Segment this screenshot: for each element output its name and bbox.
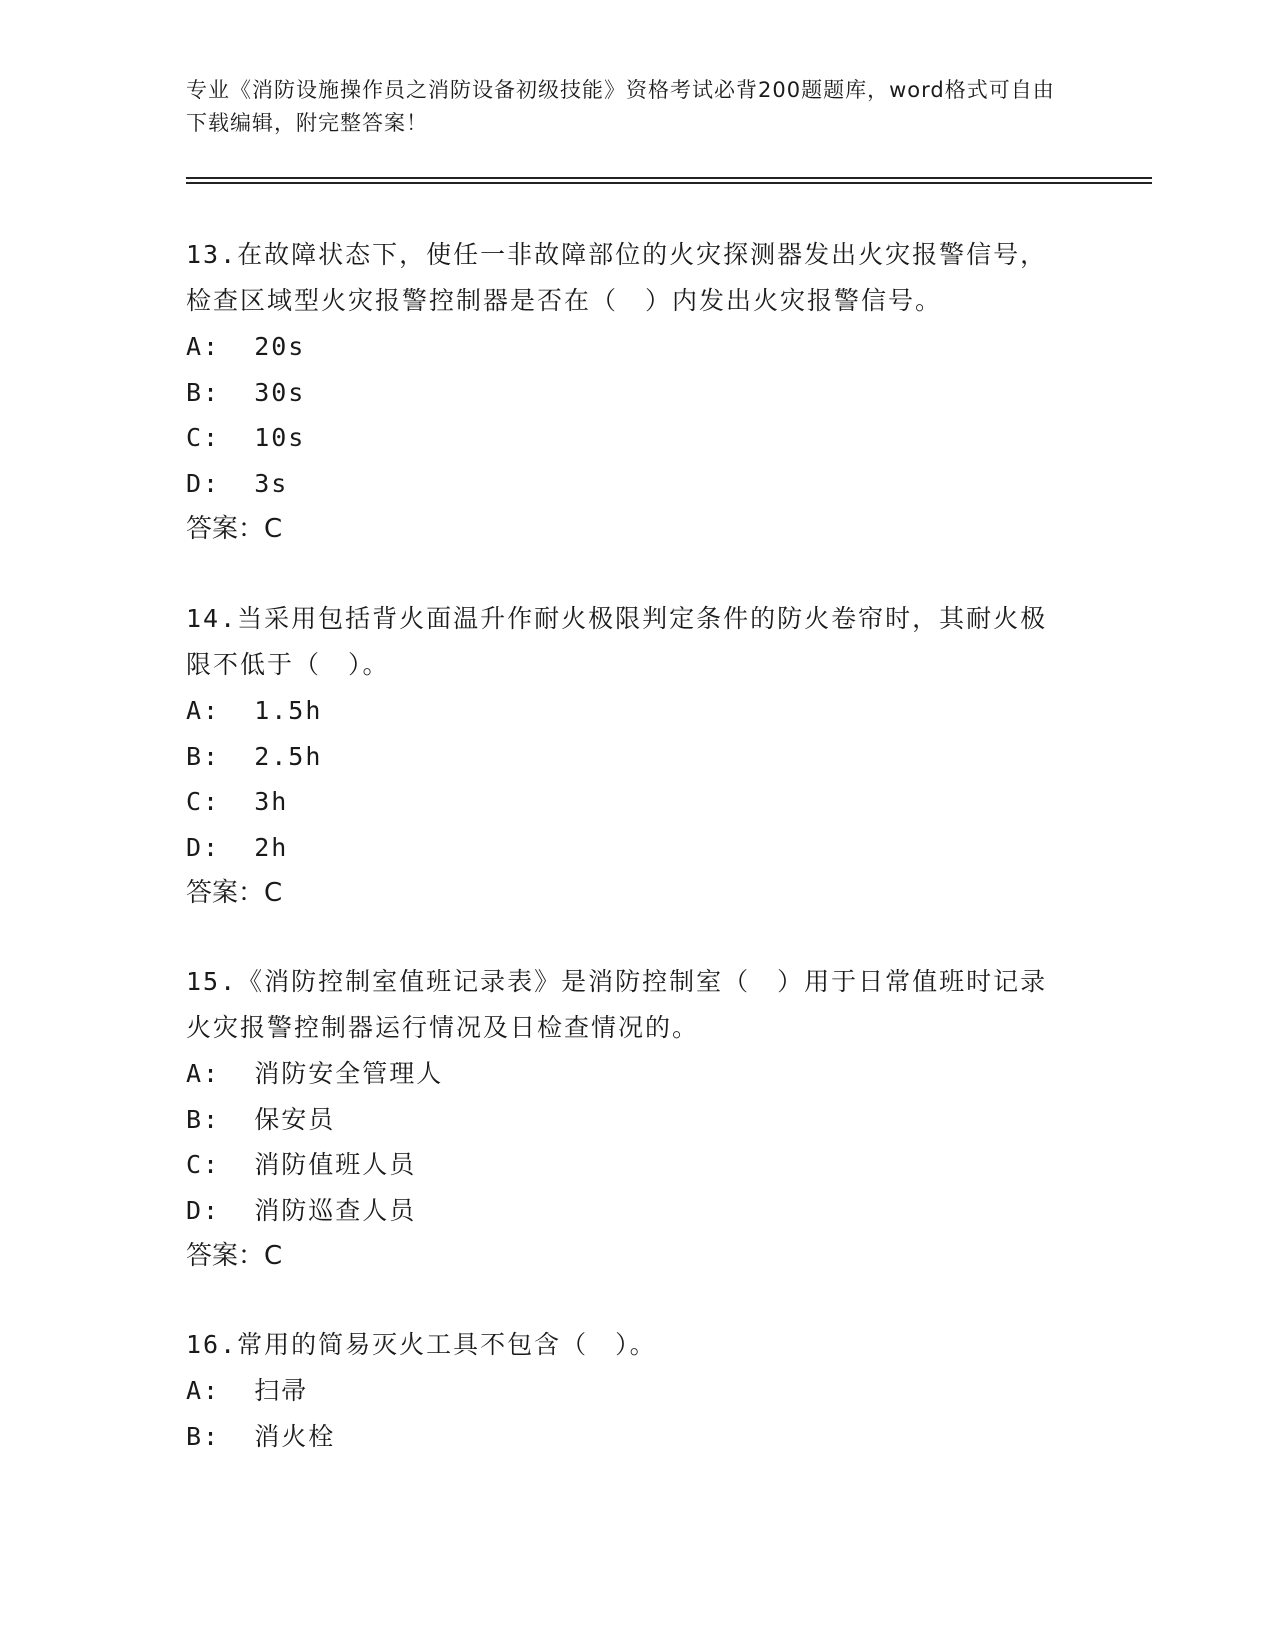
question-13 <box>186 232 1066 552</box>
option-d: D: 2h <box>186 832 289 862</box>
answer: 答案：C <box>186 878 283 908</box>
option-d: D: 3s <box>186 468 289 498</box>
question-14 <box>186 596 1066 916</box>
option-a: A: 消防安全管理人 <box>186 1059 444 1088</box>
option-b: B: 30s <box>186 377 306 407</box>
option-c: C: 3h <box>186 787 289 816</box>
header-divider-top <box>186 177 1152 179</box>
answer: 答案：C <box>186 1241 283 1271</box>
option-c: C: 消防值班人员 <box>186 1150 417 1179</box>
question-stem: 13.在故障状态下，使任一非故障部位的火灾探测器发出火灾报警信号，检查区域型火灾报警控制器是否在（ ）内发出火灾报警信号。 <box>186 240 1048 315</box>
option-c: C: 10s <box>186 423 306 452</box>
document-header: 专业《消防设施操作员之消防设备初级技能》资格考试必背200题题库，word格式可自由下载编辑，附完整答案！ <box>186 78 1055 135</box>
option-a: A: 20s <box>186 332 306 361</box>
question-stem: 15.《消防控制室值班记录表》是消防控制室（ ）用于日常值班时记录火灾报警控制器运行情况及日检查情况的。 <box>186 967 1048 1042</box>
option-a: A: 1.5h <box>186 696 323 725</box>
option-a: A: 扫帚 <box>186 1376 309 1405</box>
answer: 答案：C <box>186 514 283 544</box>
question-stem: 14.当采用包括背火面温升作耐火极限判定条件的防火卷帘时，其耐火极限不低于（ ）。 <box>186 604 1048 679</box>
option-b: B: 消火栓 <box>186 1421 336 1451</box>
option-b: B: 保安员 <box>186 1104 336 1134</box>
option-b: B: 2.5h <box>186 741 323 771</box>
question-16 <box>186 1322 1066 1459</box>
header-divider-bottom <box>186 182 1152 184</box>
option-d: D: 消防巡查人员 <box>186 1195 417 1225</box>
question-stem: 16.常用的简易灭火工具不包含（ ）。 <box>186 1330 657 1359</box>
question-15 <box>186 959 1066 1279</box>
